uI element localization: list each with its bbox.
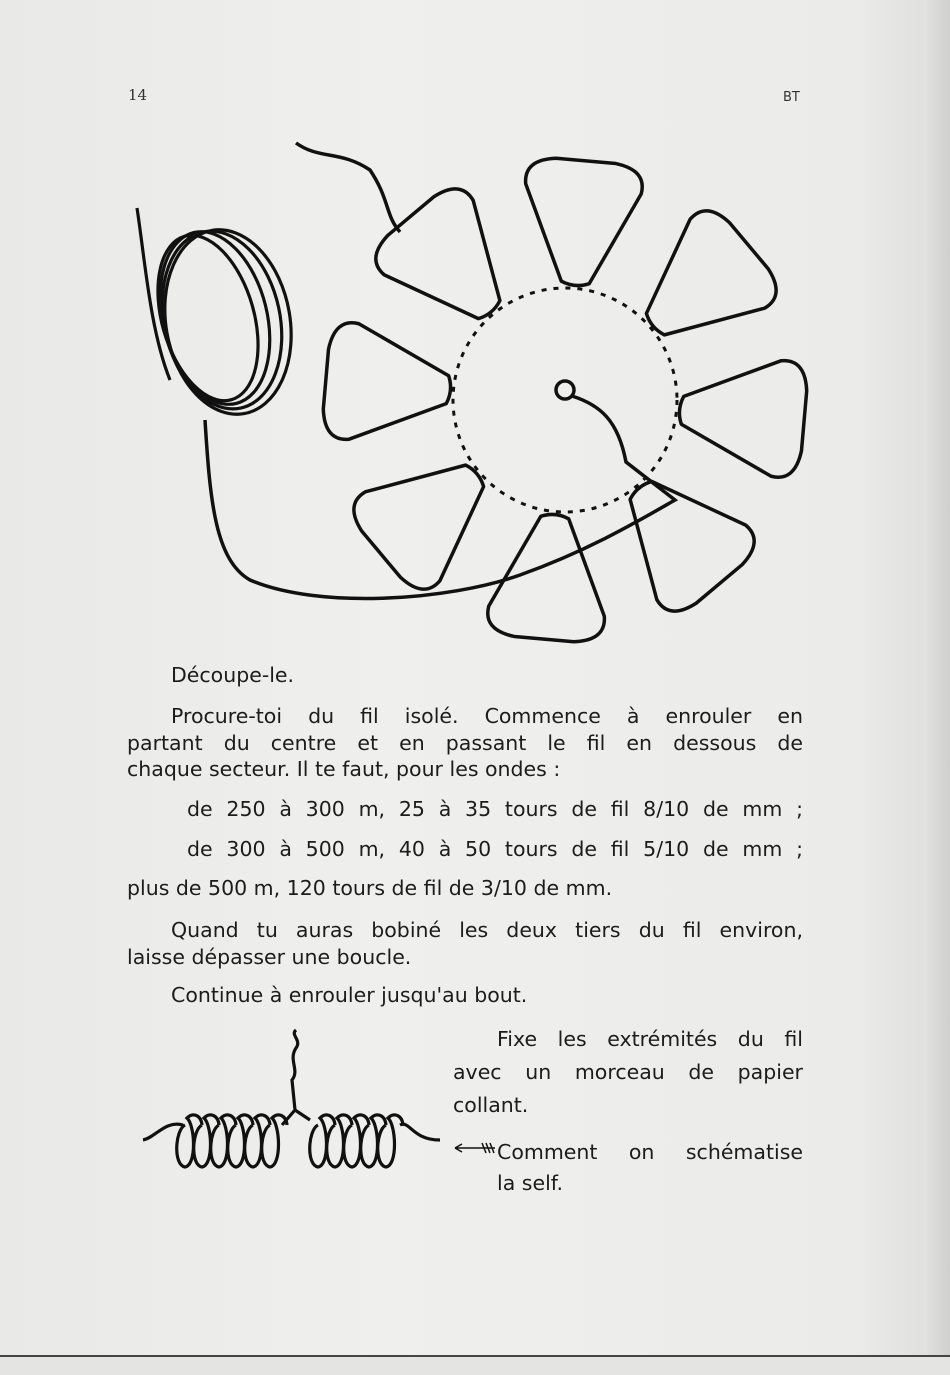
text-line: la self. — [497, 1171, 564, 1195]
paragraph-continue: Continue à enrouler jusqu'au bout. — [171, 983, 528, 1007]
arrow-icon — [455, 1143, 495, 1153]
caption-schema — [497, 1137, 803, 1199]
text-line: chaque secteur. Il te faut, pour les ondes : — [127, 757, 561, 781]
petal-sector — [344, 429, 515, 599]
petal-sector — [366, 179, 536, 350]
text-line: Quand tu auras bobiné les deux tiers du fil environ, — [171, 918, 803, 942]
coil-stroke — [282, 1030, 310, 1125]
list-item — [187, 836, 803, 863]
coil-schematic — [143, 1030, 440, 1167]
wire-loose-end — [296, 143, 400, 232]
paragraph-decoupe: Découpe-le. — [171, 663, 295, 687]
text-line: laisse dépasser une boucle. — [127, 944, 412, 969]
petal-sector — [616, 201, 787, 371]
wire-to-spool — [205, 396, 675, 599]
series-label: BT — [783, 90, 800, 105]
petal-sector — [674, 352, 809, 479]
paragraph-procure — [127, 703, 803, 783]
text-line: Fixe les extrémités du fil — [497, 1027, 803, 1051]
text-line: Comment on schématise — [497, 1140, 803, 1164]
text-line: de 250 à 300 m, 25 à 35 tours de fil 8/10 de mm ; — [187, 797, 803, 821]
text-line: collant. — [453, 1093, 529, 1117]
paragraph-quand — [127, 917, 803, 970]
coil-stroke — [143, 1115, 287, 1167]
text-line: avec un morceau de papier — [453, 1060, 803, 1084]
wire-spool — [137, 208, 305, 424]
text-line: Procure-toi du fil isolé. Commence à enrouler en — [171, 704, 803, 728]
text-line: partant du centre et en passant le fil en dessous de — [127, 730, 803, 755]
paragraph-fixe — [453, 1023, 803, 1122]
petal-sector — [321, 321, 456, 448]
list-item — [187, 796, 803, 823]
list-item: plus de 500 m, 120 tours de fil de 3/10 de mm. — [127, 876, 613, 900]
coil-stroke — [310, 1115, 440, 1167]
petal-sector — [486, 509, 613, 644]
petal-sector — [594, 451, 764, 622]
page-number: 14 — [128, 86, 148, 104]
center-hole — [556, 381, 574, 399]
text-line: de 300 à 500 m, 40 à 50 tours de fil 5/10 de mm ; — [187, 837, 803, 861]
petal-sector — [517, 156, 644, 291]
